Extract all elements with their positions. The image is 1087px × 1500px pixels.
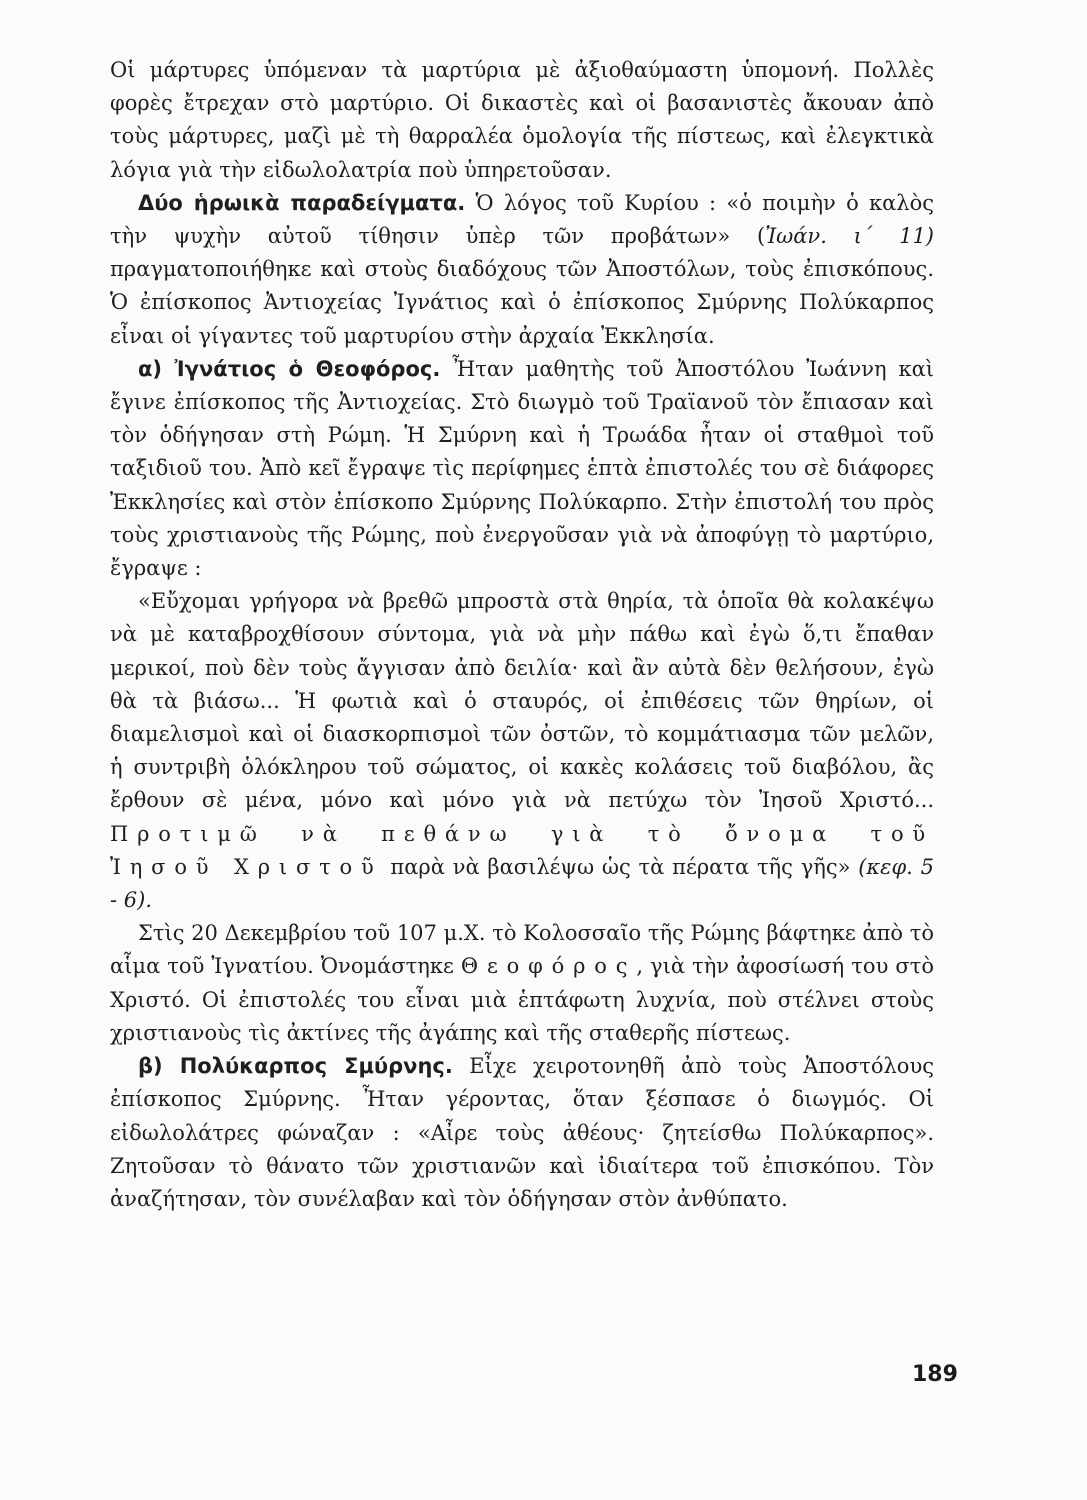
examples-text-a: Ὁ λόγος τοῦ Κυρίου : «ὁ ποιμὴν ὁ καλὸς τὴν ψυχὴν αὐτοῦ τίθησιν ὑπὲρ τῶν προβάτων» ( xyxy=(110,190,934,249)
ignatius-text: Ἦταν μαθητὴς τοῦ Ἀποστόλου Ἰωάννη καὶ ἔγινε ἐπίσκοπος τῆς Ἀντιοχείας. Στὸ διωγμὸ τοῦ Τραϊανοῦ τὸν ἔπιασαν καὶ τὸν ὁδήγησαν στὴ Ρώμη. Ἡ Σμύρνη καὶ ἡ Τρωάδα ἦταν οἱ σταθμοὶ τοῦ ταξιδιοῦ του. Ἀπὸ κεῖ ἔγραψε τὶς περίφημες ἑπτὰ ἐπιστολές του σὲ διάφορες Ἐκκλησίες καὶ στὸν ἐπίσκοπο Σμύρνης Πολύκαρπο. Στὴν ἐπιστολή του πρὸς τοὺς χριστιανοὺς τῆς Ρώμης, ποὺ ἐνεργοῦσαν γιὰ νὰ ἀποφύγῃ τὸ μαρτύριο, ἔγραψε : xyxy=(110,356,934,581)
ignatius-heading: α) Ἰγνάτιος ὁ Θεοφόρος. xyxy=(138,356,441,381)
martyrdom-name: Θεοφόρος xyxy=(460,954,637,979)
intro-text: Οἱ μάρτυρες ὑπόμεναν τὰ μαρτύρια μὲ ἀξιοθαύμαστη ὑπομονή. Πολλὲς φορὲς ἔτρεχαν στὸ μαρτύριο. Οἱ δικαστὲς καὶ οἱ βασανιστὲς ἄκουαν ἀπὸ τοὺς μάρτυρες, μαζὶ μὲ τὴ θαρραλέα ὁμολογία τῆς πίστεως, καὶ ἐλεγκτικὰ λόγια γιὰ τὴν εἰδωλολατρία ποὺ ὑπηρετοῦσαν. xyxy=(110,58,934,182)
martyrdom-text: Στὶς 20 Δεκεμβρίου τοῦ 107 μ.Χ. τὸ Κολοσσαῖο τῆς Ρώμης βάφτηκε ἀπὸ τὸ αἷμα τοῦ Ἰγνατίου. Ὀνομάστηκε xyxy=(110,921,934,979)
martyrdom-paragraph xyxy=(110,917,934,1050)
examples-text-b: πραγματοποιήθηκε καὶ στοὺς διαδόχους τῶν Ἀποστόλων, τοὺς ἐπισκόπους. Ὁ ἐπίσκοπος Ἀντιοχείας Ἰγνάτιος καὶ ὁ ἐπίσκοπος Σμύρνης Πολύκαρπος εἶναι οἱ γίγαντες τοῦ μαρτυρίου στὴν ἀρχαία Ἐκκλησία. xyxy=(110,257,934,348)
page-number: 189 xyxy=(912,1362,958,1387)
ignatius-quote-paragraph xyxy=(110,585,934,917)
martyrdom-tail: , γιὰ τὴν ἀφοσίωσή του στὸ Χριστό. Οἱ ἐπιστολές του εἶναι μιὰ ἑπτάφωτη λυχνία, ποὺ στέλνει στοὺς χριστιανοὺς τὶς ἀκτίνες τῆς ἀγάπης καὶ τῆς σταθερῆς πίστεως. xyxy=(110,954,935,1045)
polycarp-text: Εἶχε χειροτονηθῆ ἀπὸ τοὺς Ἀποστόλους ἐπίσκοπος Σμύρνης. Ἦταν γέροντας, ὅταν ξέσπασε ὁ διωγμός. Οἱ εἰδωλολάτρες φώναζαν : «Αἶρε τοὺς ἀθέους· ζητείσθω Πολύκαρπος». Ζητοῦσαν τὸ θάνατο τῶν χριστιανῶν καὶ ἰδιαίτερα τοῦ ἐπισκόπου. Τὸν ἀναζήτησαν, τὸν συνέλαβαν καὶ τὸν ὁδήγησαν στὸν ἀνθύπατο. xyxy=(110,1054,934,1211)
examples-paragraph xyxy=(110,187,934,353)
polycarp-paragraph xyxy=(110,1050,934,1216)
quote-tail: παρὰ νὰ βασιλέψω ὡς τὰ πέρατα τῆς γῆς» xyxy=(382,854,859,879)
quote-reference: (κεφ. 5 - 6). xyxy=(110,854,934,913)
examples-reference: Ἰωάν. ι´ 11) xyxy=(765,224,934,249)
examples-heading: Δύο ἡρωικὰ παραδείγματα. xyxy=(138,190,466,215)
quote-spaced-text: Προτιμῶ νὰ πεθάνω γιὰ τὸ ὄνομα τοῦ Ἰησοῦ Χριστοῦ xyxy=(110,821,934,879)
polycarp-heading: β) Πολύκαρπος Σμύρνης. xyxy=(138,1054,453,1079)
page-text xyxy=(110,54,934,1216)
quote-text: «Εὔχομαι γρήγορα νὰ βρεθῶ μπροστὰ στὰ θηρία, τὰ ὁποῖα θὰ κολακέψω νὰ μὲ καταβροχθίσουν σύντομα, γιὰ νὰ μὴν πάθω καὶ ἐγὼ ὅ,τι ἔπαθαν μερικοί, ποὺ δὲν τοὺς ἄγγισαν ἀπὸ δειλία· καὶ ἂν αὐτὰ δὲν θελήσουν, ἐγὼ θὰ τὰ βιάσω... Ἡ φωτιὰ καὶ ὁ σταυρός, οἱ ἐπιθέσεις τῶν θηρίων, οἱ διαμελισμοὶ καὶ οἱ διασκορπισμοὶ τῶν ὀστῶν, τὸ κομμάτιασμα τῶν μελῶν, ἡ συντριβὴ ὁλόκληρου τοῦ σώματος, οἱ κακὲς κολάσεις τοῦ διαβόλου, ἂς ἔρθουν σὲ μένα, μόνο καὶ μόνο γιὰ νὰ πετύχω τὸν Ἰησοῦ Χριστό... xyxy=(110,589,934,813)
ignatius-paragraph xyxy=(110,353,934,585)
intro-paragraph xyxy=(110,54,934,187)
